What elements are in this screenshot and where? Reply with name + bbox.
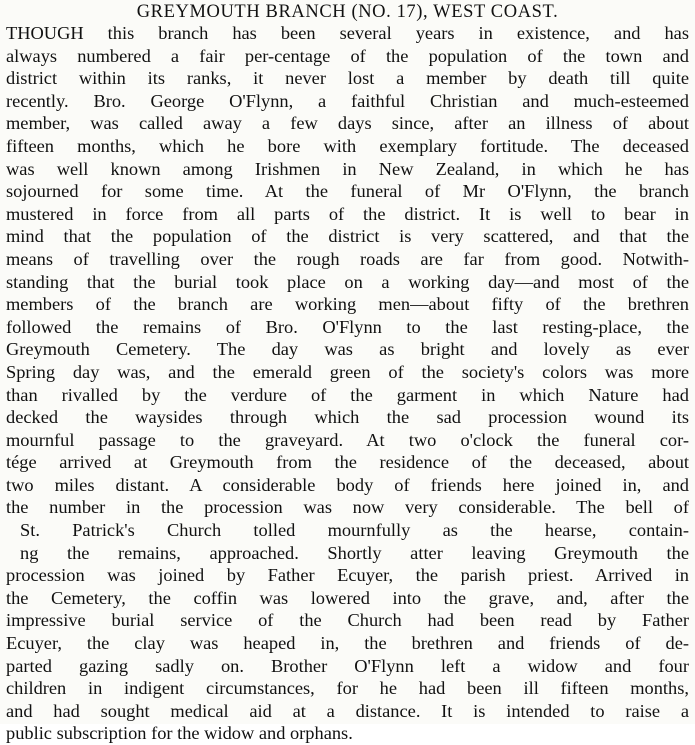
article-line: followed the remains of Bro. O'Flynn to the last resting-place, the xyxy=(6,316,689,337)
article-line: always numbered a fair per-centage of the population of the town and xyxy=(6,45,689,66)
article-line: Greymouth Cemetery. The day was as bright and lovely as ever xyxy=(6,339,689,360)
article-line: impressive burial service of the Church had been read by Father xyxy=(6,610,689,631)
article-line: standing that the burial took place on a working day—and most of the xyxy=(6,271,689,292)
article-line: mind that the population of the district is very scattered, and that the xyxy=(6,226,689,247)
article-line: sojourned for some time. At the funeral of Mr O'Flynn, the branch xyxy=(6,181,689,202)
article-line: member, was called away a few days since, after an illness of about xyxy=(6,113,689,134)
article-line: children in indigent circumstances, for he had been ill fifteen months, xyxy=(6,678,689,699)
article-line: the Cemetery, the coffin was lowered into the grave, and, after the xyxy=(6,587,689,608)
article-line: tége arrived at Greymouth from the residence of the deceased, about xyxy=(6,452,689,473)
article-line: decked the waysides through which the sad procession wound its xyxy=(6,407,689,428)
article-line: means of travelling over the rough roads are far from good. Notwith- xyxy=(6,248,689,269)
article-line: two miles distant. A considerable body of friends here joined in, and xyxy=(6,474,689,495)
article-line: ng the remains, approached. Shortly atter leaving Greymouth the xyxy=(20,542,689,563)
article-line: district within its ranks, it never lost a member by death till quite xyxy=(6,68,689,89)
article-line: THOUGH this branch has been several years in existence, and has xyxy=(6,23,689,43)
article-line: was well known among Irishmen in New Zealand, in which he has xyxy=(6,158,689,179)
article-line: mournful passage to the graveyard. At two o'clock the funeral cor- xyxy=(6,429,689,450)
article-line: than rivalled by the verdure of the garment in which Nature had xyxy=(6,384,689,405)
article-line: Ecuyer, the clay was heaped in, the brethren and friends of de- xyxy=(6,633,689,654)
article-heading: GREYMOUTH BRANCH (NO. 17), WEST COAST. xyxy=(136,2,559,22)
article-line: the number in the procession was now very considerable. The bell of xyxy=(6,497,689,518)
article-line: procession was joined by Father Ecuyer, the parish priest. Arrived in xyxy=(6,565,689,586)
article-line: fifteen months, which he bore with exemplary fortitude. The deceased xyxy=(6,135,689,156)
article-line: Spring day was, and the emerald green of the society's colors was more xyxy=(6,361,689,382)
article-line: St. Patrick's Church tolled mournfully as the hearse, contain- xyxy=(20,520,689,541)
article-line: public subscription for the widow and orphans. xyxy=(6,723,353,744)
article-line: parted gazing sadly on. Brother O'Flynn left a widow and four xyxy=(6,655,689,676)
article-line: members of the branch are working men—about fifty of the brethren xyxy=(6,294,689,315)
article-line: mustered in force from all parts of the district. It is well to bear in xyxy=(6,203,689,224)
article-line: recently. Bro. George O'Flynn, a faithful Christian and much-esteemed xyxy=(6,90,689,111)
article-line: and had sought medical aid at a distance. It is intended to raise a xyxy=(6,700,689,721)
article-body xyxy=(6,22,689,745)
